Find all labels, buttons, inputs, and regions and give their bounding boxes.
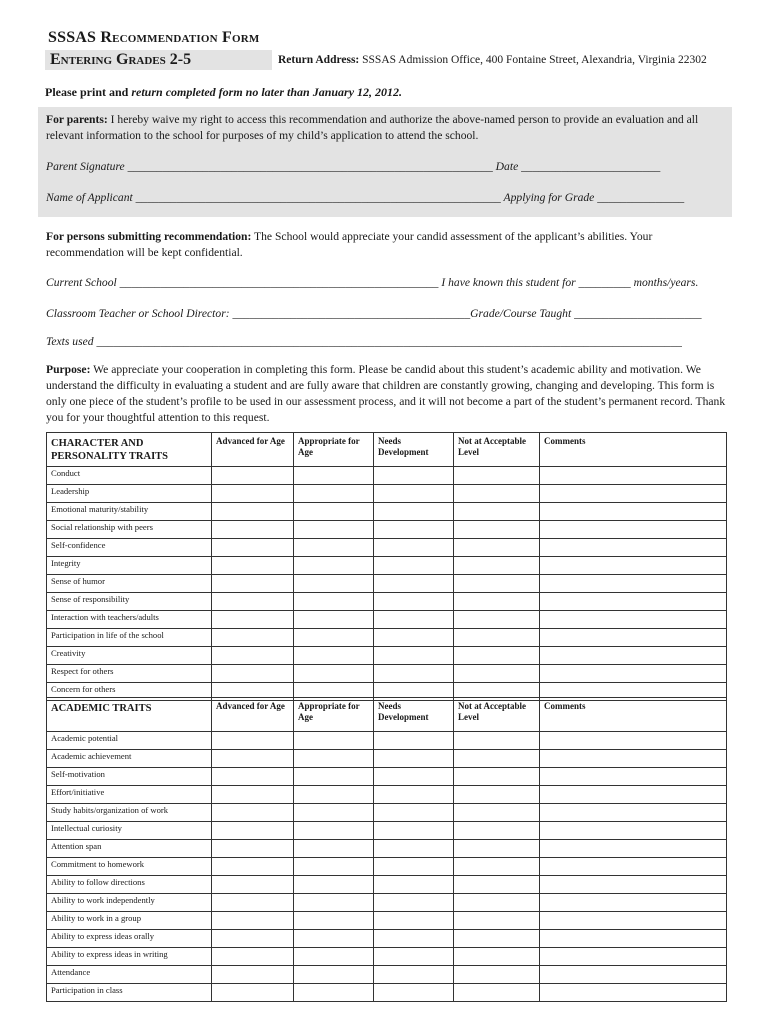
appropriate-cell[interactable]	[294, 858, 374, 876]
trait-row	[47, 503, 727, 521]
needs-development-cell[interactable]	[374, 894, 454, 912]
appropriate-cell[interactable]	[294, 503, 374, 521]
comments-cell[interactable]	[540, 503, 727, 521]
needs-development-cell[interactable]	[374, 786, 454, 804]
trait-label: Sense of humor	[47, 575, 212, 593]
trait-label: Participation in class	[47, 984, 212, 1002]
comments-cell[interactable]	[540, 521, 727, 539]
appropriate-cell[interactable]	[294, 876, 374, 894]
needs-development-cell[interactable]	[374, 948, 454, 966]
needs-development-cell[interactable]	[374, 966, 454, 984]
needs-development-cell[interactable]	[374, 539, 454, 557]
comments-cell[interactable]	[540, 894, 727, 912]
not-acceptable-cell[interactable]	[454, 593, 540, 611]
recommender-intro-text: For persons submitting recommendation: The School would appreciate your candid assessment of the applicant’s abilities. Your recommendation will be kept confidential.	[46, 230, 653, 259]
needs-development-cell[interactable]	[374, 768, 454, 786]
trait-row	[47, 611, 727, 629]
needs-development-cell[interactable]	[374, 485, 454, 503]
trait-row	[47, 768, 727, 786]
appropriate-cell[interactable]	[294, 557, 374, 575]
trait-row	[47, 750, 727, 768]
not-acceptable-cell[interactable]	[454, 647, 540, 665]
current-school-field[interactable]: Current School _______________________________________________________ I have known this student for _________ months/years.	[46, 276, 699, 289]
trait-row	[47, 575, 727, 593]
not-acceptable-cell[interactable]	[454, 503, 540, 521]
col-advanced: Advanced for Age	[212, 433, 294, 467]
trait-label: Academic potential	[47, 732, 212, 750]
needs-development-cell[interactable]	[374, 876, 454, 894]
trait-label: Respect for others	[47, 665, 212, 683]
needs-development-cell[interactable]	[374, 665, 454, 683]
trait-label: Integrity	[47, 557, 212, 575]
advanced-cell[interactable]	[212, 804, 294, 822]
not-acceptable-cell[interactable]	[454, 948, 540, 966]
appropriate-cell[interactable]	[294, 768, 374, 786]
trait-row	[47, 647, 727, 665]
appropriate-cell[interactable]	[294, 732, 374, 750]
appropriate-cell[interactable]	[294, 804, 374, 822]
deadline-note: Please print and return completed form no later than January 12, 2012.	[45, 85, 403, 99]
trait-label: Ability to work in a group	[47, 912, 212, 930]
comments-cell[interactable]	[540, 786, 727, 804]
trait-row	[47, 467, 727, 485]
trait-label: Self-confidence	[47, 539, 212, 557]
advanced-cell[interactable]	[212, 539, 294, 557]
comments-cell[interactable]	[540, 647, 727, 665]
advanced-cell[interactable]	[212, 768, 294, 786]
form-title: SSSAS Recommendation Form	[48, 29, 260, 46]
academic-heading: ACADEMIC TRAITS	[47, 698, 212, 732]
col-advanced: Advanced for Age	[212, 698, 294, 732]
not-acceptable-cell[interactable]	[454, 894, 540, 912]
advanced-cell[interactable]	[212, 876, 294, 894]
comments-cell[interactable]	[540, 876, 727, 894]
trait-row	[47, 557, 727, 575]
form-subtitle: Entering Grades 2-5	[45, 50, 272, 70]
trait-row	[47, 912, 727, 930]
col-not-acceptable: Not at Acceptable Level	[454, 698, 540, 732]
appropriate-cell[interactable]	[294, 840, 374, 858]
needs-development-cell[interactable]	[374, 912, 454, 930]
col-appropriate: Appropriate for Age	[294, 698, 374, 732]
appropriate-cell[interactable]	[294, 647, 374, 665]
appropriate-cell[interactable]	[294, 629, 374, 647]
advanced-cell[interactable]	[212, 521, 294, 539]
advanced-cell[interactable]	[212, 948, 294, 966]
not-acceptable-cell[interactable]	[454, 786, 540, 804]
not-acceptable-cell[interactable]	[454, 539, 540, 557]
comments-cell[interactable]	[540, 665, 727, 683]
advanced-cell[interactable]	[212, 822, 294, 840]
trait-label: Academic achievement	[47, 750, 212, 768]
appropriate-cell[interactable]	[294, 948, 374, 966]
needs-development-cell[interactable]	[374, 804, 454, 822]
trait-row	[47, 804, 727, 822]
comments-cell[interactable]	[540, 948, 727, 966]
advanced-cell[interactable]	[212, 467, 294, 485]
comments-cell[interactable]	[540, 966, 727, 984]
trait-label: Intellectual curiosity	[47, 822, 212, 840]
needs-development-cell[interactable]	[374, 822, 454, 840]
trait-row	[47, 858, 727, 876]
advanced-cell[interactable]	[212, 665, 294, 683]
needs-development-cell[interactable]	[374, 557, 454, 575]
appropriate-cell[interactable]	[294, 467, 374, 485]
trait-row	[47, 629, 727, 647]
comments-cell[interactable]	[540, 912, 727, 930]
trait-row	[47, 521, 727, 539]
appropriate-cell[interactable]	[294, 984, 374, 1002]
advanced-cell[interactable]	[212, 575, 294, 593]
not-acceptable-cell[interactable]	[454, 575, 540, 593]
needs-development-cell[interactable]	[374, 930, 454, 948]
trait-label: Emotional maturity/stability	[47, 503, 212, 521]
not-acceptable-cell[interactable]	[454, 665, 540, 683]
comments-cell[interactable]	[540, 611, 727, 629]
appropriate-cell[interactable]	[294, 930, 374, 948]
appropriate-cell[interactable]	[294, 521, 374, 539]
advanced-cell[interactable]	[212, 647, 294, 665]
advanced-cell[interactable]	[212, 966, 294, 984]
parent-waiver-text: For parents: I hereby waive my right to access this recommendation and authorize the above-named person to provide an evaluation and all relevant information to the school for purposes of my child’s application to attend the school.	[46, 113, 699, 142]
col-not-acceptable: Not at Acceptable Level	[454, 433, 540, 467]
trait-label: Interaction with teachers/adults	[47, 611, 212, 629]
needs-development-cell[interactable]	[374, 575, 454, 593]
appropriate-cell[interactable]	[294, 966, 374, 984]
appropriate-cell[interactable]	[294, 912, 374, 930]
texts-used-field[interactable]: Texts used _____________________________________________________________________________________________________	[46, 335, 682, 348]
trait-row	[47, 485, 727, 503]
not-acceptable-cell[interactable]	[454, 858, 540, 876]
comments-cell[interactable]	[540, 750, 727, 768]
trait-row	[47, 966, 727, 984]
needs-development-cell[interactable]	[374, 629, 454, 647]
not-acceptable-cell[interactable]	[454, 804, 540, 822]
advanced-cell[interactable]	[212, 858, 294, 876]
appropriate-cell[interactable]	[294, 539, 374, 557]
advanced-cell[interactable]	[212, 485, 294, 503]
comments-cell[interactable]	[540, 732, 727, 750]
comments-cell[interactable]	[540, 467, 727, 485]
needs-development-cell[interactable]	[374, 840, 454, 858]
not-acceptable-cell[interactable]	[454, 930, 540, 948]
trait-label: Attendance	[47, 966, 212, 984]
col-appropriate: Appropriate for Age	[294, 433, 374, 467]
trait-label: Self-motivation	[47, 768, 212, 786]
trait-label: Leadership	[47, 485, 212, 503]
needs-development-cell[interactable]	[374, 521, 454, 539]
trait-label: Creativity	[47, 647, 212, 665]
advanced-cell[interactable]	[212, 930, 294, 948]
comments-cell[interactable]	[540, 575, 727, 593]
not-acceptable-cell[interactable]	[454, 840, 540, 858]
advanced-cell[interactable]	[212, 557, 294, 575]
trait-row	[47, 840, 727, 858]
needs-development-cell[interactable]	[374, 467, 454, 485]
appropriate-cell[interactable]	[294, 485, 374, 503]
advanced-cell[interactable]	[212, 503, 294, 521]
teacher-field[interactable]: Classroom Teacher or School Director: _________________________________________Grade/Course Taught ______________________	[46, 307, 702, 320]
parent-signature-field[interactable]: Parent Signature _______________________________________________________________ Date ________________________	[46, 160, 661, 173]
trait-row	[47, 539, 727, 557]
appropriate-cell[interactable]	[294, 665, 374, 683]
advanced-cell[interactable]	[212, 629, 294, 647]
needs-development-cell[interactable]	[374, 611, 454, 629]
needs-development-cell[interactable]	[374, 503, 454, 521]
not-acceptable-cell[interactable]	[454, 912, 540, 930]
trait-row	[47, 930, 727, 948]
advanced-cell[interactable]	[212, 611, 294, 629]
trait-label: Effort/initiative	[47, 786, 212, 804]
trait-row	[47, 665, 727, 683]
applicant-name-field[interactable]: Name of Applicant _______________________________________________________________ Applying for Grade _______________	[46, 191, 685, 204]
trait-label: Attention span	[47, 840, 212, 858]
academic-traits-table	[46, 697, 727, 1002]
trait-label: Commitment to homework	[47, 858, 212, 876]
col-needs-development: Needs Development	[374, 433, 454, 467]
not-acceptable-cell[interactable]	[454, 611, 540, 629]
appropriate-cell[interactable]	[294, 750, 374, 768]
comments-cell[interactable]	[540, 557, 727, 575]
trait-label: Ability to follow directions	[47, 876, 212, 894]
trait-label: Study habits/organization of work	[47, 804, 212, 822]
comments-cell[interactable]	[540, 539, 727, 557]
comments-cell[interactable]	[540, 629, 727, 647]
not-acceptable-cell[interactable]	[454, 521, 540, 539]
trait-label: Concern for others	[47, 683, 212, 701]
comments-cell[interactable]	[540, 930, 727, 948]
appropriate-cell[interactable]	[294, 611, 374, 629]
character-heading: CHARACTER AND PERSONALITY TRAITS	[47, 433, 212, 467]
character-traits-table	[46, 432, 727, 701]
trait-row	[47, 894, 727, 912]
purpose-text: Purpose: We appreciate your cooperation in completing this form. Please be candid about this student’s academic ability and motivation. We understand the difficulty in evaluating a student and are fully aware that children are constantly growing, changing and developing. This form is only one piece of the student’s profile to be used in our assessment process, and it will not become a part of the student’s permanent record. Thank you for your thoughtful attention to this request.	[46, 363, 726, 424]
not-acceptable-cell[interactable]	[454, 768, 540, 786]
not-acceptable-cell[interactable]	[454, 557, 540, 575]
comments-cell[interactable]	[540, 858, 727, 876]
trait-row	[47, 732, 727, 750]
not-acceptable-cell[interactable]	[454, 822, 540, 840]
advanced-cell[interactable]	[212, 984, 294, 1002]
needs-development-cell[interactable]	[374, 593, 454, 611]
advanced-cell[interactable]	[212, 593, 294, 611]
advanced-cell[interactable]	[212, 732, 294, 750]
not-acceptable-cell[interactable]	[454, 750, 540, 768]
comments-cell[interactable]	[540, 593, 727, 611]
comments-cell[interactable]	[540, 768, 727, 786]
not-acceptable-cell[interactable]	[454, 629, 540, 647]
comments-cell[interactable]	[540, 485, 727, 503]
comments-cell[interactable]	[540, 984, 727, 1002]
trait-label: Social relationship with peers	[47, 521, 212, 539]
advanced-cell[interactable]	[212, 912, 294, 930]
not-acceptable-cell[interactable]	[454, 984, 540, 1002]
advanced-cell[interactable]	[212, 786, 294, 804]
col-comments: Comments	[540, 698, 727, 732]
trait-row	[47, 876, 727, 894]
appropriate-cell[interactable]	[294, 894, 374, 912]
needs-development-cell[interactable]	[374, 750, 454, 768]
advanced-cell[interactable]	[212, 750, 294, 768]
comments-cell[interactable]	[540, 840, 727, 858]
not-acceptable-cell[interactable]	[454, 485, 540, 503]
needs-development-cell[interactable]	[374, 647, 454, 665]
appropriate-cell[interactable]	[294, 786, 374, 804]
not-acceptable-cell[interactable]	[454, 732, 540, 750]
advanced-cell[interactable]	[212, 840, 294, 858]
trait-row	[47, 593, 727, 611]
col-needs-development: Needs Development	[374, 698, 454, 732]
return-address: Return Address: SSSAS Admission Office, 400 Fontaine Street, Alexandria, Virginia 22302	[278, 54, 707, 66]
advanced-cell[interactable]	[212, 894, 294, 912]
trait-label: Ability to express ideas orally	[47, 930, 212, 948]
not-acceptable-cell[interactable]	[454, 467, 540, 485]
trait-label: Participation in life of the school	[47, 629, 212, 647]
needs-development-cell[interactable]	[374, 858, 454, 876]
trait-row	[47, 786, 727, 804]
comments-cell[interactable]	[540, 822, 727, 840]
comments-cell[interactable]	[540, 804, 727, 822]
trait-label: Sense of responsibility	[47, 593, 212, 611]
appropriate-cell[interactable]	[294, 575, 374, 593]
col-comments: Comments	[540, 433, 727, 467]
trait-row	[47, 984, 727, 1002]
trait-row	[47, 948, 727, 966]
needs-development-cell[interactable]	[374, 732, 454, 750]
trait-label: Ability to express ideas in writing	[47, 948, 212, 966]
appropriate-cell[interactable]	[294, 822, 374, 840]
not-acceptable-cell[interactable]	[454, 876, 540, 894]
not-acceptable-cell[interactable]	[454, 966, 540, 984]
needs-development-cell[interactable]	[374, 984, 454, 1002]
trait-label: Conduct	[47, 467, 212, 485]
trait-label: Ability to work independently	[47, 894, 212, 912]
appropriate-cell[interactable]	[294, 593, 374, 611]
trait-row	[47, 822, 727, 840]
